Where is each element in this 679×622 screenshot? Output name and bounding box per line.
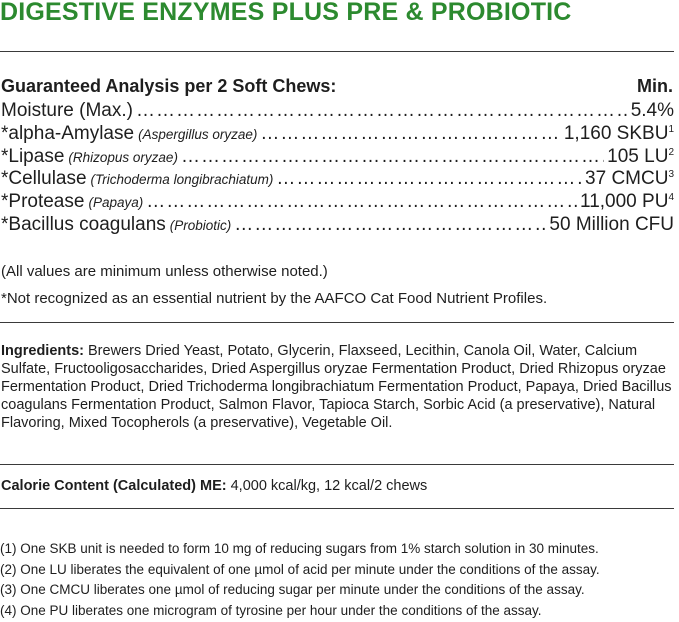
calorie-label: Calorie Content (Calculated) ME: (1, 478, 227, 494)
leader-dots (146, 191, 577, 213)
leader-dots (136, 100, 628, 122)
nutrient-value-group (607, 146, 674, 168)
footnote-ref: 1 (668, 123, 674, 135)
minimum-values-note: (All values are minimum unless otherwise noted.) (1, 263, 328, 280)
leader-dots (260, 123, 560, 145)
nutrient-value: 50 Million CFU (549, 213, 674, 235)
leader-dots (181, 146, 604, 168)
ingredients-text: Brewers Dried Yeast, Potato, Glycerin, Flaxseed, Lecithin, Canola Oil, Water, Calcium Sulfate, Fructooligosaccharides, Dried Aspergillus oryzae Fermentation Product, Dried Rhizopus oryzae Fermentation Product, Dried Trichoderma longibrachiatum Fermentation Product, Papaya, Dried Bacillus coagulans Fermentation Product, Salmon Flavor, Tapioca Starch, Sorbic Acid (a preservative), Natural Flavoring, Mixed Tocopherols (a preservative), Vegetable Oil. (1, 343, 672, 431)
nutrient-source: (Rhizopus oryzae) (68, 149, 178, 165)
nutrient-value: 11,000 PU (580, 191, 669, 213)
analysis-row (1, 123, 674, 146)
nutrient-source: (Trichoderma longibrachiatum) (90, 172, 274, 188)
ingredients-paragraph (1, 342, 677, 432)
nutrient-value: 105 LU (607, 145, 669, 167)
nutrient-value: 5.4% (630, 100, 674, 121)
divider (0, 464, 674, 465)
nutrient-name: *Bacillus coagulans (1, 213, 166, 235)
analysis-row (1, 100, 674, 123)
nutrient-name: *Lipase (1, 145, 65, 167)
minimum-column-label: Min. (637, 76, 673, 96)
footnotes (0, 539, 679, 622)
divider (0, 51, 674, 52)
leader-dots (276, 168, 582, 190)
leader-dots (234, 214, 546, 236)
footnote-ref: 2 (668, 146, 674, 158)
guaranteed-analysis-header (1, 76, 673, 97)
footnote: (2) One LU liberates the equivalent of one µmol of acid per minute under the conditions of the assay. (0, 561, 600, 577)
nutrient-source: (Probiotic) (169, 217, 232, 233)
analysis-row (1, 191, 674, 214)
footnote: (1) One SKB unit is needed to form 10 mg of reducing sugars from 1% starch solution in 30 minutes. (0, 541, 599, 556)
calorie-value: 4,000 kcal/kg, 12 kcal/2 chews (226, 478, 428, 494)
nutrient-source: (Aspergillus oryzae) (138, 126, 258, 142)
nutrient-name: *Cellulase (1, 168, 87, 190)
footnote-ref: 4 (668, 192, 674, 204)
nutrient-value-group (585, 168, 674, 190)
aafco-note: *Not recognized as an essential nutrient by the AAFCO Cat Food Nutrient Profiles. (1, 290, 548, 307)
nutrient-name: *Protease (1, 191, 85, 213)
analysis-row (1, 168, 674, 191)
footnote: (4) One PU liberates one microgram of tyrosine per hour under the conditions of the assay. (0, 603, 542, 619)
guaranteed-analysis-table (1, 100, 674, 237)
nutrient-name: Moisture (Max.) (1, 100, 133, 121)
nutrient-value: 37 CMCU (585, 168, 669, 190)
page-title: DIGESTIVE ENZYMES PLUS PRE & PROBIOTIC (0, 0, 572, 26)
footnote-ref: 3 (668, 169, 674, 181)
calorie-content (1, 478, 427, 494)
nutrient-source: (Papaya) (88, 195, 144, 211)
footnote: (3) One CMCU liberates one µmol of reducing sugar per minute under the conditions of the assay. (0, 582, 585, 598)
analysis-row (1, 146, 674, 169)
ingredients-label: Ingredients: (1, 343, 84, 359)
divider (0, 322, 674, 323)
analysis-row (1, 214, 674, 237)
divider (0, 508, 674, 509)
nutrient-name: *alpha-Amylase (1, 122, 135, 144)
nutrient-value-group (564, 123, 674, 145)
guaranteed-analysis-heading: Guaranteed Analysis per 2 Soft Chews: (1, 76, 337, 96)
nutrient-value: 1,160 SKBU (563, 122, 669, 144)
nutrient-value-group (580, 191, 674, 213)
